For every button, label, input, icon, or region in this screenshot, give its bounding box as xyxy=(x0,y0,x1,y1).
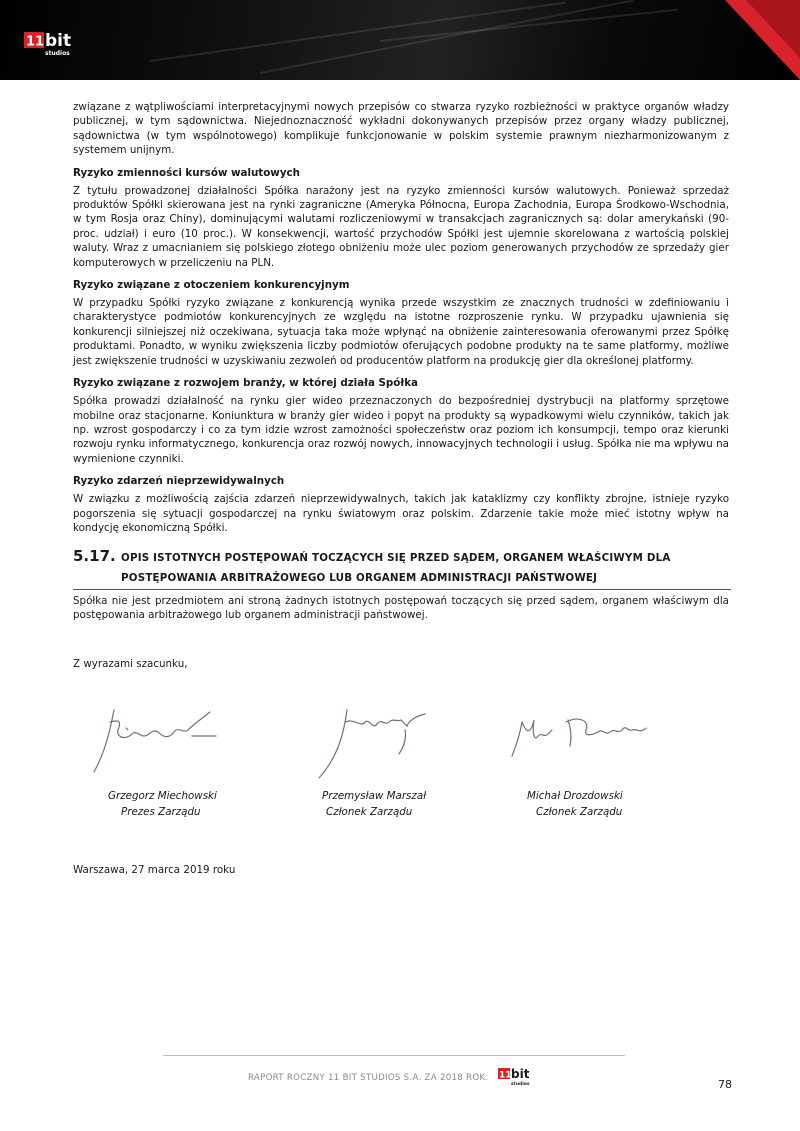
page-number: 78 xyxy=(718,1078,732,1091)
footer-brand-logo xyxy=(498,1066,542,1088)
signature-2 xyxy=(305,700,445,780)
handwritten-signature xyxy=(508,706,658,766)
svg-text:11: 11 xyxy=(26,34,45,50)
section-title-line1: OPIS ISTOTNYCH POSTĘPOWAŃ TOCZĄCYCH SIĘ PRZED SĄDEM, ORGANEM WŁAŚCIWYM DLA xyxy=(121,552,671,564)
section-517-body xyxy=(73,594,729,623)
section-title-line2: POSTĘPOWANIA ARBITRAŻOWEGO LUB ORGANEM ADMINISTRACJI PAŃSTWOWEJ xyxy=(121,572,598,584)
footer-report-title: RAPORT ROCZNY 11 BIT STUDIOS S.A. ZA 2018 ROK. xyxy=(248,1073,489,1083)
signatory-role: Członek Zarządu xyxy=(536,806,623,818)
handwritten-signature xyxy=(305,700,445,780)
section-517-paragraph: Spółka nie jest przedmiotem ani stroną żadnych istotnych postępowań toczących się przed sądem, organem właściwym dla postępowania arbitrażowego lub organem administracji państwowej. xyxy=(73,595,729,622)
section-heading: Ryzyko związane z otoczeniem konkurencyjnym xyxy=(73,279,350,292)
section-paragraph: W związku z możliwością zajścia zdarzeń nieprzewidywalnych, takich jak kataklizmy czy konflikty zbrojne, istnieje ryzyko pogorszenia się sytuacji gospodarczej na rynku światowym oraz polskim. Zdarzenie takie może mieć istotny wpływ na kondycję ekonomiczną Spółki. xyxy=(73,493,729,534)
svg-text:bit: bit xyxy=(511,1067,530,1081)
signatory-name: Przemysław Marszał xyxy=(322,790,427,802)
risk-content xyxy=(73,100,729,535)
section-517-title xyxy=(73,546,731,590)
section-paragraph: W przypadku Spółki ryzyko związane z konkurencją wynika przede wszystkim ze znacznych trudności w zdefiniowaniu i charakterystyce podmiotów konkurencyjnych ze względu na istotne rozproszenie rynku. W przypadku ujawnienia się konkurencji silniejszej niż oczekiwana, sytuacja taka może wpłynąć na obniżenie zainteresowania oferowanymi przez Spółkę produktami. Ponadto, w wyniku zwiększenia liczby podmiotów oferujących podobne produkty na te same platformy, możliwe jest zwiększenie trudności w uzyskiwaniu zezwoleń od producentów platform na produkcję gier dla określonej platformy. xyxy=(73,297,729,367)
signatory-role: Członek Zarządu xyxy=(326,806,413,818)
signature-1 xyxy=(88,700,228,780)
svg-text:studios: studios xyxy=(45,50,70,57)
section-heading: Ryzyko zdarzeń nieprzewidywalnych xyxy=(73,475,285,488)
intro-paragraph: związane z wątpliwościami interpretacyjnymi nowych przepisów co stwarza ryzyko rozbieżności w praktyce organów władzy publicznej, w tym sądownictwa. Niejednoznaczność wykładni dokonywanych przepisów przez organy władzy publicznej, sądownictwa (w tym wspólnotowego) komplikuje funkcjonowanie w polskim systemie prawnym niezharmonizowanym z systemem unijnym. xyxy=(73,101,729,157)
brand-logo xyxy=(24,32,98,62)
handwritten-signature xyxy=(88,700,228,780)
signatory-name: Grzegorz Miechowski xyxy=(108,790,217,802)
section-number: 5.17. xyxy=(73,547,116,565)
closing-greeting: Z wyrazami szacunku, xyxy=(73,658,188,670)
svg-text:bit: bit xyxy=(45,32,72,51)
section-heading: Ryzyko zmienności kursów walutowych xyxy=(73,166,300,179)
signatory-name: Michał Drozdowski xyxy=(527,790,623,802)
svg-text:studios: studios xyxy=(511,1082,530,1087)
header-band xyxy=(0,0,800,80)
section-paragraph: Spółka prowadzi działalność na rynku gier wideo przeznaczonych do bezpośredniej dystrybucji na platformy sprzętowe mobilne oraz stacjonarne. Koniunktura w branży gier wideo i popyt na produkty są wypadkowymi wielu czynników, takich jak np. wzrost gospodarczy i co za tym idzie wzrost zamożności społeczeństw oraz poziom ich konsumpcji, tempo oraz kierunki rozwoju rynku informatycznego, konkurencja oraz rozwój nowych, innowacyjnych technologii i usług. Spółka nie ma wpływu na wymienione czynniki. xyxy=(73,395,729,465)
section-heading: Ryzyko związane z rozwojem branży, w której działa Spółka xyxy=(73,377,418,390)
section-paragraph: Z tytułu prowadzonej działalności Spółka narażony jest na ryzyko zmienności kursów walutowych. Ponieważ sprzedaż produktów Spółki skierowana jest na rynki zagraniczne (Ameryka Północna, Europa Zachodnia, Europa Środkowo-Wschodnia, w tym Rosja oraz Chiny), dominującymi walutami rozliczeniowymi w transakcjach zagranicznych są: dolar amerykański (90-proc. udział) i euro (10 proc.). W konsekwencji, wartość przychodów Spółki jest ujemnie skorelowana z wartością polskiej waluty. Wraz z umacnianiem się polskiego złotego obniżeniu może ulec poziom generowanych przychodów ze sprzedaży gier komputerowych w przeliczeniu na PLN. xyxy=(73,184,729,269)
signatory-role: Prezes Zarządu xyxy=(121,806,201,818)
svg-text:11: 11 xyxy=(499,1070,512,1081)
place-and-date: Warszawa, 27 marca 2019 roku xyxy=(73,864,236,876)
header-red-corner-shade xyxy=(746,0,800,58)
header-gradient xyxy=(0,0,800,80)
signature-3 xyxy=(508,706,658,766)
footer-divider xyxy=(163,1055,625,1056)
